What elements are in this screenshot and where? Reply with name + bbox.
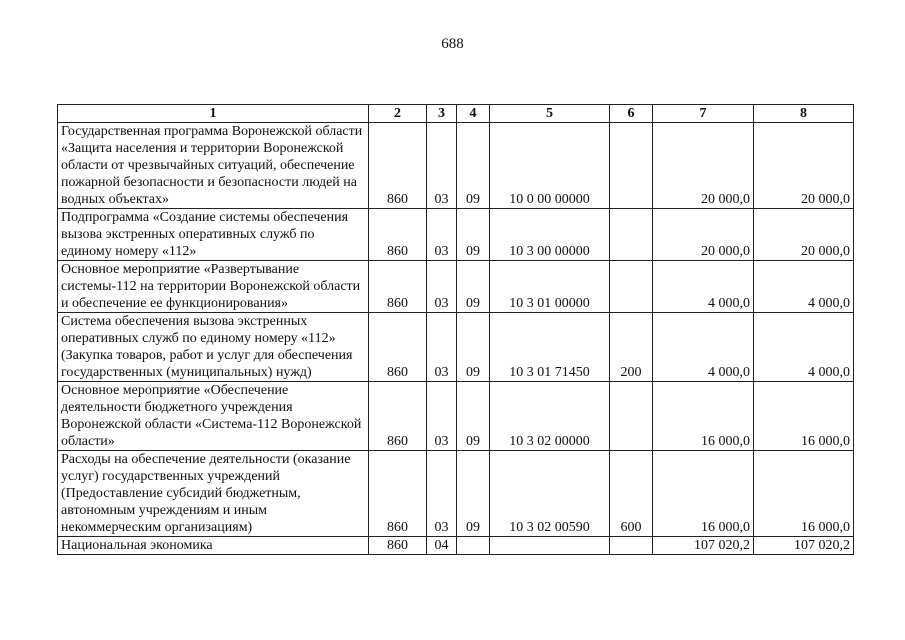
header-col-3: 3: [427, 105, 457, 123]
row-csr: 10 3 01 00000: [490, 261, 610, 313]
row-csr: 10 3 01 71450: [490, 313, 610, 382]
row-sum-2: 20 000,0: [754, 209, 854, 261]
row-grbs: 860: [369, 123, 427, 209]
table-row: [58, 261, 854, 313]
table-row: [58, 313, 854, 382]
row-sum-1: 4 000,0: [653, 261, 754, 313]
row-rz: 03: [427, 382, 457, 451]
row-vr: [610, 382, 653, 451]
row-vr: 600: [610, 451, 653, 537]
row-vr: [610, 209, 653, 261]
row-rz: 03: [427, 313, 457, 382]
row-name: Государственная программа Воронежской области «Защита населения и территории Воронежской области от чрезвычайных ситуаций, обеспечение пожарной безопасности и безопасности людей на водных объектах»: [58, 123, 369, 209]
row-sum-2: 4 000,0: [754, 313, 854, 382]
row-vr: [610, 261, 653, 313]
row-grbs: 860: [369, 537, 427, 555]
row-vr: [610, 123, 653, 209]
row-grbs: 860: [369, 209, 427, 261]
header-col-6: 6: [610, 105, 653, 123]
row-rz: 03: [427, 451, 457, 537]
row-name: Основное мероприятие «Обеспечение деятельности бюджетного учреждения Воронежской области «Система-112 Воронежской области»: [58, 382, 369, 451]
row-sum-1: 4 000,0: [653, 313, 754, 382]
row-rz: 03: [427, 123, 457, 209]
table-row: [58, 382, 854, 451]
row-sum-2: 20 000,0: [754, 123, 854, 209]
row-name: Подпрограмма «Создание системы обеспечения вызова экстренных оперативных служб по единому номеру «112»: [58, 209, 369, 261]
row-sum-1: 107 020,2: [653, 537, 754, 555]
row-rz: 03: [427, 261, 457, 313]
row-pr: 09: [457, 209, 490, 261]
row-pr: 09: [457, 261, 490, 313]
row-name: Национальная экономика: [58, 537, 369, 555]
row-grbs: 860: [369, 382, 427, 451]
row-rz: 03: [427, 209, 457, 261]
row-csr: 10 0 00 00000: [490, 123, 610, 209]
row-sum-1: 16 000,0: [653, 451, 754, 537]
header-col-8: 8: [754, 105, 854, 123]
row-sum-1: 20 000,0: [653, 209, 754, 261]
row-pr: 09: [457, 382, 490, 451]
row-vr: [610, 537, 653, 555]
budget-table: [57, 104, 854, 555]
row-csr: [490, 537, 610, 555]
header-col-1: 1: [58, 105, 369, 123]
header-row: [58, 105, 854, 123]
row-sum-1: 20 000,0: [653, 123, 754, 209]
header-col-2: 2: [369, 105, 427, 123]
page-number: 688: [441, 36, 464, 52]
table-row: [58, 537, 854, 555]
row-sum-2: 16 000,0: [754, 451, 854, 537]
row-csr: 10 3 02 00590: [490, 451, 610, 537]
row-name: Расходы на обеспечение деятельности (оказание услуг) государственных учреждений (Предоставление субсидий бюджетным, автономным учреждениям и иным некоммерческим организациям): [58, 451, 369, 537]
header-col-7: 7: [653, 105, 754, 123]
table-row: [58, 123, 854, 209]
row-sum-2: 107 020,2: [754, 537, 854, 555]
header-col-5: 5: [490, 105, 610, 123]
row-pr: 09: [457, 313, 490, 382]
table-row: [58, 209, 854, 261]
row-pr: [457, 537, 490, 555]
row-rz: 04: [427, 537, 457, 555]
row-grbs: 860: [369, 313, 427, 382]
row-sum-2: 4 000,0: [754, 261, 854, 313]
header-col-4: 4: [457, 105, 490, 123]
row-csr: 10 3 02 00000: [490, 382, 610, 451]
row-vr: 200: [610, 313, 653, 382]
row-sum-1: 16 000,0: [653, 382, 754, 451]
row-pr: 09: [457, 451, 490, 537]
row-sum-2: 16 000,0: [754, 382, 854, 451]
row-name: Основное мероприятие «Развертывание системы-112 на территории Воронежской области и обеспечение ее функционирования»: [58, 261, 369, 313]
row-pr: 09: [457, 123, 490, 209]
row-grbs: 860: [369, 261, 427, 313]
table-row: [58, 451, 854, 537]
row-grbs: 860: [369, 451, 427, 537]
row-name: Система обеспечения вызова экстренных оперативных служб по единому номеру «112» (Закупка товаров, работ и услуг для обеспечения государственных (муниципальных) нужд): [58, 313, 369, 382]
row-csr: 10 3 00 00000: [490, 209, 610, 261]
